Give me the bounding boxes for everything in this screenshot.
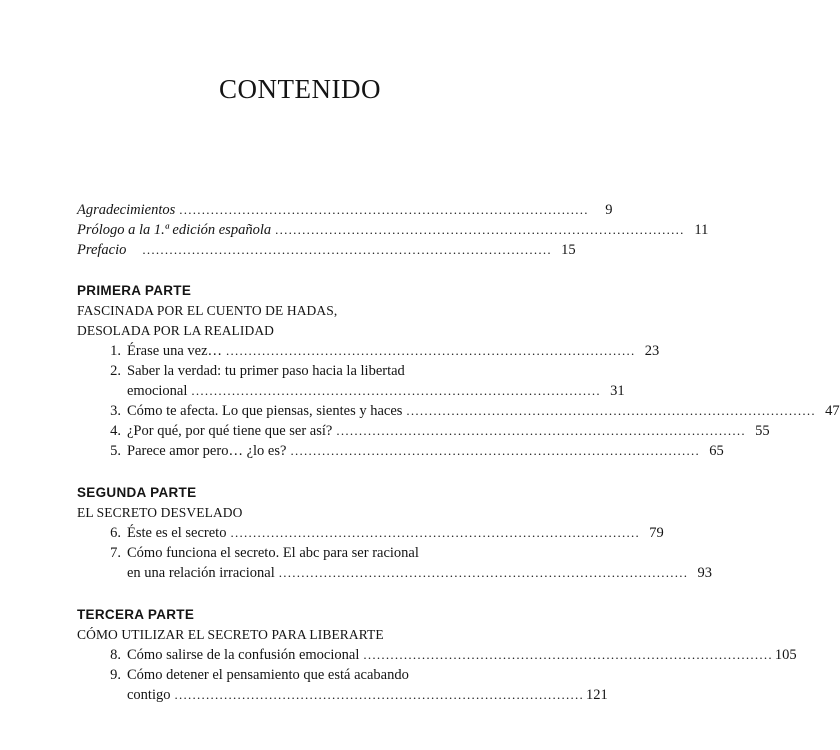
- chapter-title: Cómo te afecta. Lo que piensas, sientes y haces: [127, 403, 403, 419]
- part-section: [77, 604, 797, 705]
- page-number: 105: [774, 647, 797, 663]
- part-subtitle: CÓMO UTILIZAR EL SECRETO PARA LIBERARTE: [77, 627, 384, 642]
- dot-leader: [230, 523, 637, 543]
- chapter-number: 3.: [110, 403, 121, 419]
- chapter-entry: [77, 645, 797, 665]
- part-subtitle: DESOLADA POR LA REALIDAD: [77, 323, 275, 338]
- toc-entry: [77, 200, 613, 220]
- chapter-title: Parece amor pero… ¿lo es?: [127, 443, 287, 459]
- chapter-title: ¿Por qué, por qué tiene que ser así?: [127, 423, 333, 439]
- chapter-entry: [77, 361, 625, 401]
- toc-entry: [77, 220, 709, 240]
- page-number: 47: [825, 403, 840, 419]
- dot-leader: [226, 341, 633, 361]
- entry-title: Agradecimientos: [77, 202, 176, 218]
- chapter-number: 2.: [110, 363, 121, 379]
- chapter-entry: [77, 665, 608, 705]
- dot-leader: [142, 240, 549, 260]
- page-title: CONTENIDO: [219, 74, 381, 104]
- chapter-title: Érase una vez…: [127, 343, 223, 359]
- part-section: [77, 482, 712, 583]
- toc-entry: [77, 240, 576, 260]
- dot-leader: [406, 401, 813, 421]
- part-heading: SEGUNDA PARTE: [77, 485, 197, 500]
- page-number: 15: [561, 242, 576, 258]
- chapter-title-continued: contigo: [127, 687, 171, 703]
- chapter-entry: [77, 543, 712, 583]
- entry-title: Prefacio: [77, 242, 127, 258]
- dot-leader: [336, 421, 743, 441]
- dot-leader: [290, 441, 697, 461]
- chapter-number: 7.: [110, 545, 121, 561]
- chapter-number: 9.: [110, 667, 121, 683]
- chapter-title-continued: en una relación irracional: [127, 565, 275, 581]
- chapter-entry: [77, 401, 840, 421]
- page-number: 11: [694, 222, 709, 238]
- chapter-number: 4.: [110, 423, 121, 439]
- part-heading: PRIMERA PARTE: [77, 283, 192, 298]
- chapter-title: Cómo salirse de la confusión emocional: [127, 647, 360, 663]
- page-number: 79: [649, 525, 664, 541]
- dot-leader: [179, 200, 586, 220]
- chapter-entry: [77, 341, 660, 361]
- chapter-entry: [77, 441, 724, 461]
- chapter-title: Saber la verdad: tu primer paso hacia la libertad: [127, 363, 405, 379]
- part-subtitle: EL SECRETO DESVELADO: [77, 505, 243, 520]
- dot-leader: [363, 645, 770, 665]
- page-number: 23: [644, 343, 660, 359]
- chapter-entry: [77, 421, 770, 441]
- table-of-contents: [77, 200, 840, 726]
- chapter-number: 5.: [110, 443, 121, 459]
- chapter-number: 8.: [110, 647, 121, 663]
- entry-title: Prólogo a la 1.ª edición española: [77, 222, 272, 238]
- chapter-number: 1.: [110, 343, 121, 359]
- page-number: 93: [697, 565, 712, 581]
- page-number: 55: [755, 423, 770, 439]
- part-section: [77, 280, 840, 461]
- dot-leader: [175, 685, 582, 705]
- chapter-title: Éste es el secreto: [127, 525, 227, 541]
- part-subtitle: FASCINADA POR EL CUENTO DE HADAS,: [77, 303, 338, 318]
- chapter-title: Cómo funciona el secreto. El abc para ser racional: [127, 545, 419, 561]
- dot-leader: [275, 220, 682, 240]
- page-number: 31: [610, 383, 625, 399]
- part-heading: TERCERA PARTE: [77, 607, 195, 622]
- page-number: 121: [586, 687, 608, 703]
- page-number: 9: [605, 202, 613, 218]
- chapter-title-continued: emocional: [127, 383, 188, 399]
- chapter-number: 6.: [110, 525, 121, 541]
- dot-leader: [191, 381, 598, 401]
- chapter-title: Cómo detener el pensamiento que está acabando: [127, 667, 409, 683]
- page-number: 65: [709, 443, 724, 459]
- chapter-entry: [77, 523, 664, 543]
- dot-leader: [279, 563, 686, 583]
- front-matter: [77, 200, 709, 260]
